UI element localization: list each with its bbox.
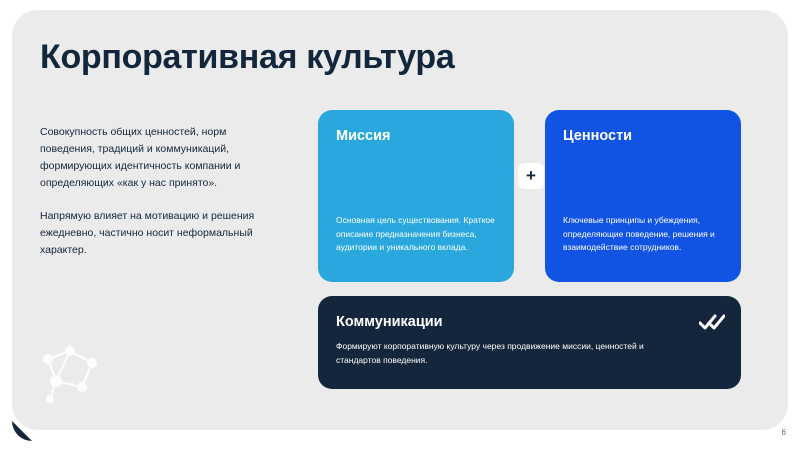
card-communications-body: Формируют корпоративную культуру через продвижение миссии, ценностей и стандартов поведения. [336, 341, 644, 365]
card-communications [318, 296, 741, 389]
molecule-icon [34, 343, 108, 407]
corner-accent-shape [12, 421, 32, 441]
card-values-body: Ключевые принципы и убеждения, определяющие поведение, решения и взаимодействие сотрудников. [563, 215, 715, 252]
page-title: Корпоративная культура [40, 38, 455, 76]
intro-paragraph-2: Напрямую влияет на мотивацию и решения ежедневно, частично носит неформальный характер. [40, 210, 255, 256]
intro-text-block [40, 124, 275, 259]
card-values-heading: Ценности [563, 128, 633, 144]
card-values [545, 110, 741, 282]
intro-paragraph-1: Совокупность общих ценностей, норм поведения, традиций и коммуникаций, формирующих идентичность компании и определяющих «как у нас принято». [40, 126, 241, 189]
card-mission-body: Основная цель существования. Краткое описание предназначения бизнеса, аудитории и уникального вклада. [336, 215, 495, 252]
card-communications-heading: Коммуникации [336, 314, 443, 330]
page-number: 6 [781, 428, 786, 437]
card-mission-heading: Миссия [336, 128, 391, 144]
double-check-icon [699, 314, 725, 330]
card-mission [318, 110, 514, 282]
plus-badge: + [518, 163, 544, 189]
